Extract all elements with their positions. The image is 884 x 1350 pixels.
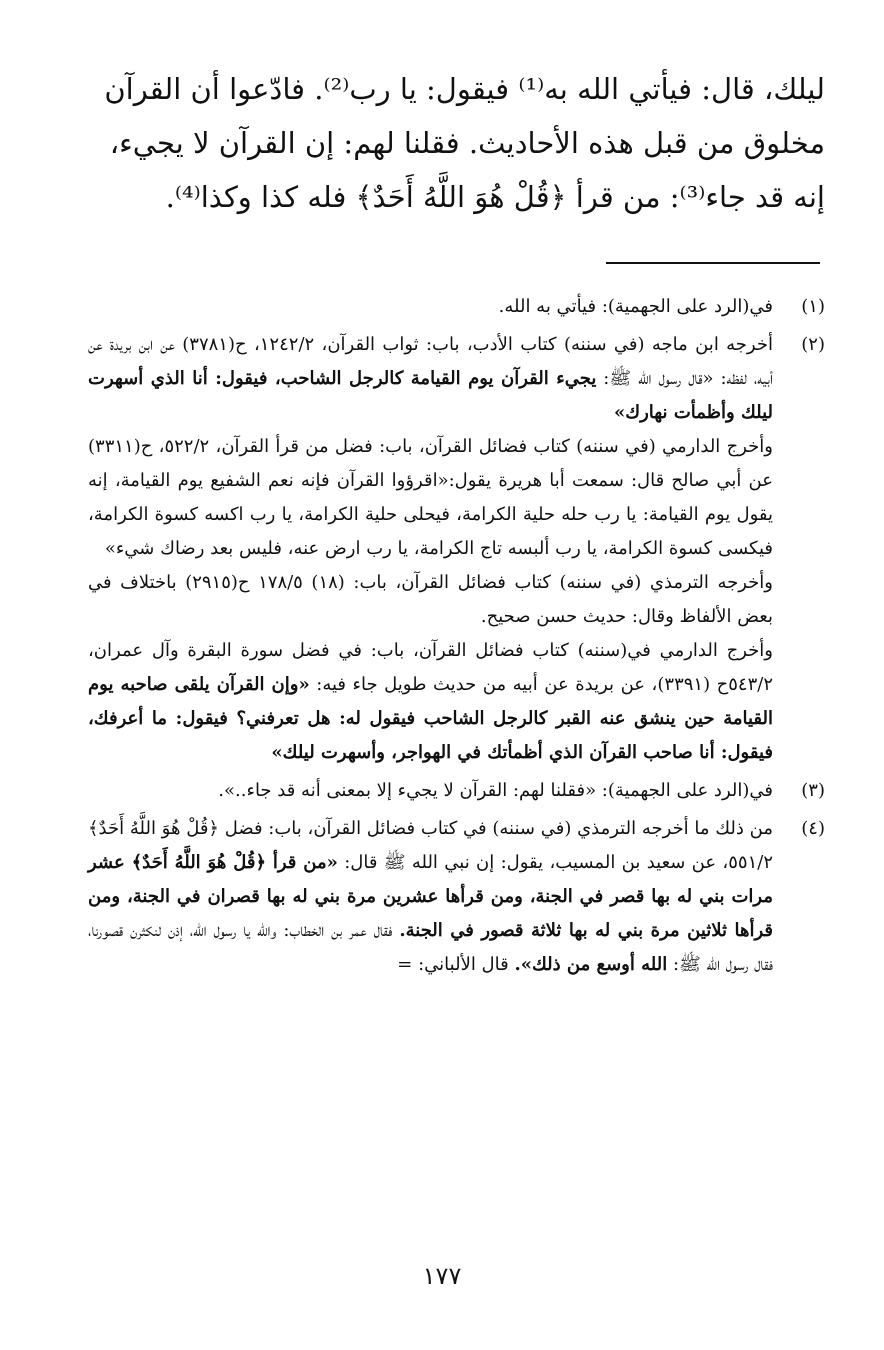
footnote-number: (٤) [801, 818, 825, 839]
footnote-number: (١) [801, 296, 825, 317]
footnote-text: وأخرج الدارمي في(سننه) كتاب فضائل القرآن، باب: في فضل سورة البقرة وآل عمران، ٥٤٣/٢ح (٣٣٩١)، عن بريدة عن أبيه من حديث طويل جاء فيه: [88, 640, 774, 695]
footnote [88, 290, 825, 324]
footnote-number: (٢) [801, 334, 825, 355]
footnote-paragraph [88, 290, 773, 324]
footnote-text: أخرجه ابن ماجه (في سننه) كتاب الأدب، باب: ثواب القرآن، ١٢٤٢/٢، ح(٣٧٨١) عن ابن بريدة عن أبيه، لفظه: «قال رسول الله ﷺ: [88, 334, 773, 389]
footnote-paragraph [88, 774, 773, 808]
footnote-text: وأخرج الدارمي (في سننه) كتاب فضائل القرآن، باب: فضل من قرأ القرآن، ٥٢٢/٢، ح(٣٣١١) عن أبي صالح قال: سمعت أبا هريرة يقول:«اقرؤوا القرآن فإنه نعم الشفيع يوم القيامة، إنه يقول يوم القيامة: يا رب حله حلية الكرامة، فيحلى حلية الكرامة، يا رب اكسه كسوة الكرامة، فيكسى كسوة الكرامة، يا رب ألبسه تاج الكرامة، يا رب ارض عنه، فليس بعد رضاك شيء» [88, 436, 773, 559]
footnote [88, 812, 825, 982]
footnote-paragraph [88, 328, 773, 430]
footnote-text: من ذلك ما أخرجه الترمذي (في سننه) في كتاب فضائل القرآن، باب: فضل ﴿قُلْ هُوَ اللَّهُ أَحَدٌ﴾ ٥٥١/٢، عن سعيد بن المسيب، يقول: إن نبي الله ﷺ قال: [88, 818, 773, 873]
footnote-text: في(الرد على الجهمية): فيأتي به الله. [498, 296, 773, 317]
footnote-quote: الله أوسع من ذلك». [514, 954, 668, 975]
footnote-text: فقال عمر بن الخطاب: والله يا رسول الله، إذن لنكثرن قصورنا، فقال رسول الله ﷺ: [88, 920, 773, 975]
main-text [60, 62, 825, 224]
footnote-body [88, 290, 773, 324]
footnote-text: وأخرجه الترمذي (في سننه) كتاب فضائل القرآن، باب: (١٨) ١٧٨/٥ ح(٢٩١٥) باختلاف في بعض الألفاظ وقال: حديث حسن صحيح. [88, 572, 773, 627]
footnote-body [88, 812, 773, 982]
footnote-quote: «من قرأ ﴿قُلْ هُوَ اللَّهُ أَحَدٌ﴾ عشر مرات بني له بها قصر في الجنة، ومن قرأها عشرين مرة بني له بها قصران في الجنة، ومن قرأها ثلاثين مرة بني له بها ثلاثة قصور في الجنة. [88, 852, 773, 941]
footnote-body [88, 774, 773, 808]
footnote-quote: يجيء القرآن يوم القيامة كالرجل الشاحب، فيقول: أنا الذي أسهرت ليلك وأظمأت نهارك» [88, 368, 773, 423]
footnote-text: في(الرد على الجهمية): «فقلنا لهم: القرآن لا يجيء إلا بمعنى أنه قد جاء..». [218, 780, 773, 801]
footnote-separator [606, 262, 820, 264]
main-text-line: إنه قد جاء⁽³⁾: من قرأ ﴿قُلْ هُوَ اللَّهُ أَحَدٌ﴾ فله كذا وكذا⁽⁴⁾. [165, 180, 825, 214]
footnote-body [88, 328, 773, 770]
footnote-paragraph [88, 634, 773, 770]
footnote-paragraph [88, 812, 773, 982]
footnote-paragraph [88, 430, 773, 566]
main-text-line: ليلك، قال: فيأتي الله به⁽¹⁾ فيقول: يا رب⁽²⁾. فادّعوا أن القرآن [104, 72, 825, 106]
footnote-number: (٣) [801, 780, 825, 801]
footnote-quote: «وإن القرآن يلقى صاحبه يوم القيامة حين ينشق عنه القبر كالرجل الشاحب فيقول له: هل تعرفني؟ فيقول: ما أعرفك، فيقول: أنا صاحب القرآن الذي أظمأتك في الهواجر، وأسهرت ليلك» [88, 674, 773, 763]
page-number: ١٧٧ [422, 1262, 462, 1290]
footnote-text: قال الألباني: = [397, 954, 515, 975]
footnote-paragraph [88, 566, 773, 634]
footnotes [88, 290, 825, 986]
main-text-line: مخلوق من قبل هذه الأحاديث. فقلنا لهم: إن القرآن لا يجيء، [109, 126, 825, 160]
footnote [88, 774, 825, 808]
footnote [88, 328, 825, 770]
